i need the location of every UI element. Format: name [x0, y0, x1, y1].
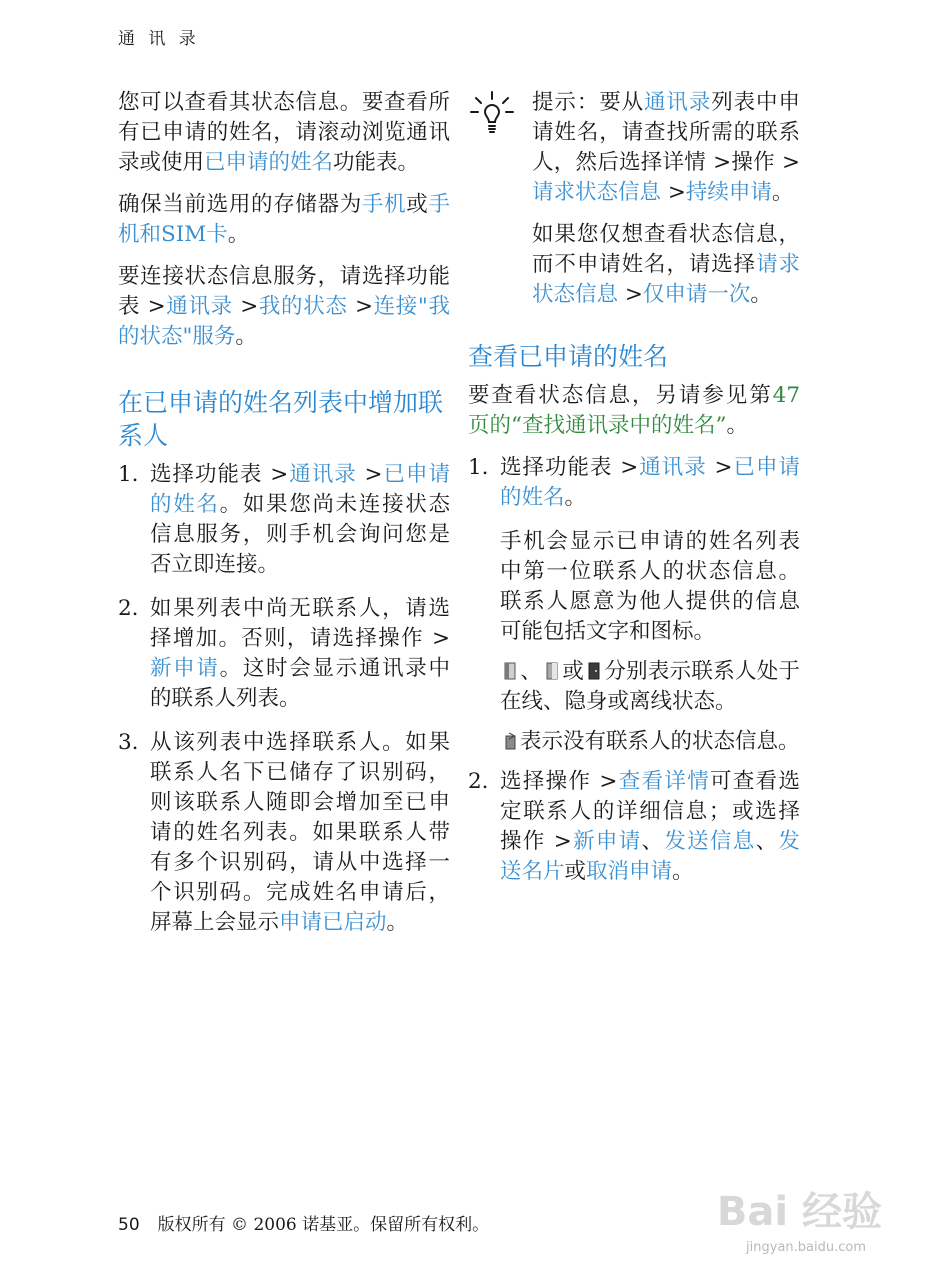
sub-paragraph-status-icons: 、 或 分别表示联系人处于在线、隐身或离线状态。 — [500, 659, 800, 714]
section-heading-add-contact: 在已申请的姓名列表中增加联系人 — [118, 388, 444, 450]
sub-paragraph-display: 手机会显示已申请的姓名列表中第一位联系人的状态信息。联系人愿意为他人提供的信息可能包括文字和图标。 — [500, 529, 800, 644]
list-item: 3. 从该列表中选择联系人。如果联系人名下已储存了识别码，则该联系人随即会增加至已申请的姓名列表。如果联系人带有多个识别码，请从中选择一个识别码。完成姓名申请后，屏幕上会显示申请已启动。 — [118, 730, 450, 935]
tip-text-2: 如果您仅想查看状态信息，而不申请姓名，请选择请求状态信息 >仅申请一次。 — [532, 222, 800, 307]
paragraph-memory: 确保当前选用的存储器为手机或手机和SIM卡。 — [118, 192, 450, 247]
link-subscribed-names[interactable]: 已申请的姓名 — [204, 150, 334, 175]
list-item: 1. 选择功能表 >通讯录 >已申请的姓名。 — [468, 455, 800, 510]
page-number: 50 — [118, 1215, 140, 1235]
paragraph-status-info: 您可以查看其状态信息。要查看所有已申请的姓名，请滚动浏览通讯录或使用已申请的姓名功能表。 — [118, 90, 450, 175]
menu-functions: 功能表 — [118, 264, 450, 319]
sub-paragraph-no-status: 表示没有联系人的状态信息。 — [500, 727, 800, 757]
lightbulb-icon — [468, 90, 516, 138]
tip-box — [468, 88, 800, 310]
page-footer — [118, 1210, 489, 1235]
link-connect-service[interactable]: 连接"我的状态"服务 — [118, 294, 450, 349]
watermark-url: jingyan.baidu.com — [746, 1240, 866, 1255]
steps-list-add — [118, 460, 450, 938]
offline-status-icon — [588, 662, 600, 680]
copyright-text: 版权所有 © 2006 诺基亚。保留所有权利。 — [157, 1215, 490, 1235]
link-phone[interactable]: 手机 — [361, 192, 407, 217]
running-header: 通 讯 录 — [118, 29, 200, 49]
tip-text: 提示：要从通讯录列表中申请姓名，请查找所需的联系人，然后选择详情 >操作 >请求状态信息 >持续申请。 — [532, 90, 800, 205]
section-heading-view-names: 查看已申请的姓名 — [468, 342, 669, 371]
list-item: 2. 选择操作 >查看详情可查看选定联系人的详细信息；或选择操作 >新申请、发送信息、发送名片或取消申请。 — [468, 769, 800, 884]
invisible-status-icon — [546, 662, 558, 680]
left-column — [118, 88, 450, 952]
online-status-icon — [504, 662, 516, 680]
link-phone-and-sim[interactable]: 手机和SIM卡 — [118, 192, 450, 247]
right-column — [468, 88, 800, 901]
link-my-presence[interactable]: 我的状态 — [258, 294, 348, 319]
list-item: 1. 选择功能表 >通讯录 >已申请的姓名。如果您尚未连接状态信息服务，则手机会询问您是否立即连接。 — [118, 462, 450, 577]
no-status-icon — [504, 732, 516, 750]
list-item: 2. 如果列表中尚无联系人，请选择增加。否则，请选择操作 >新申请。这时会显示通讯录中的联系人列表。 — [118, 596, 450, 711]
paragraph-connect: 要连接状态信息服务，请选择功能表 >通讯录 >我的状态 >连接"我的状态"服务。 — [118, 264, 450, 349]
link-contacts[interactable]: 通讯录 — [165, 294, 233, 319]
watermark-logo: Bai 经验 — [716, 1189, 882, 1235]
paragraph-see-also: 要查看状态信息，另请参见第47 页的“查找通讯录中的姓名”。 — [468, 383, 800, 438]
cross-reference-link[interactable]: 47 页的“查找通讯录中的姓名” — [468, 383, 800, 438]
